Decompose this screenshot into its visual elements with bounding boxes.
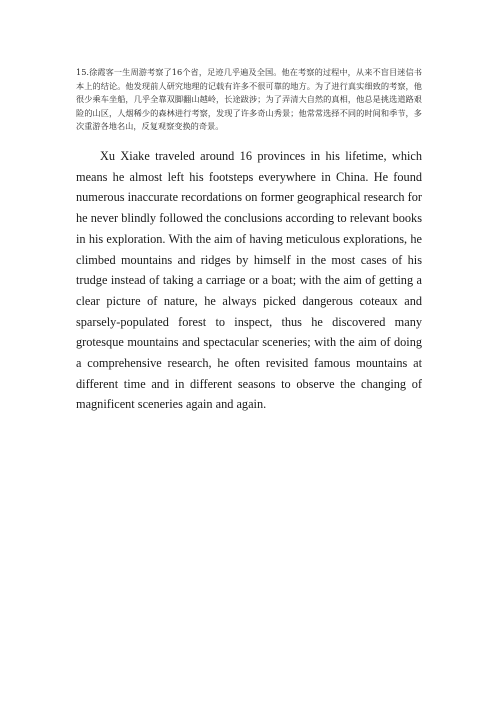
english-translation-paragraph: Xu Xiake traveled around 16 provinces in his lifetime, which means he almost left his footsteps everywhere in China. He found numerous inaccurate recordations on former geographical research for he never blindly followed the conclusions according to relevant books in his exploration. With the aim of having meticulous explorations, he climbed mountains and ridges by himself in the most cases of his trudge instead of taking a carriage or a boat; with the aim of getting a clear picture of nature, he always picked dangerous coteaux and sparsely-populated forest to inspect, thus he discovered many grotesque mountains and spectacular sceneries; with the aim of doing a comprehensive research, he often revisited famous mountains at different time and in different seasons to observe the changing of magnificent sceneries again and again. bbox=[76, 149, 422, 412]
chinese-paragraph: 15.徐霞客一生周游考察了16个省，足迹几乎遍及全国。他在考察的过程中，从来不盲目迷信书本上的结论。他发现前人研究地理的记载有许多不很可靠的地方。为了进行真实细致的考察，他很少乘车坐船，几乎全靠双脚翻山越岭，长途跋涉；为了弄清大自然的真相，他总是挑选道路艰险的山区，人烟稀少的森林进行考察，发现了许多奇山秀景；他常常选择不同的时间和季节，多次重游各地名山，反复观察变换的奇景。 bbox=[76, 67, 422, 131]
